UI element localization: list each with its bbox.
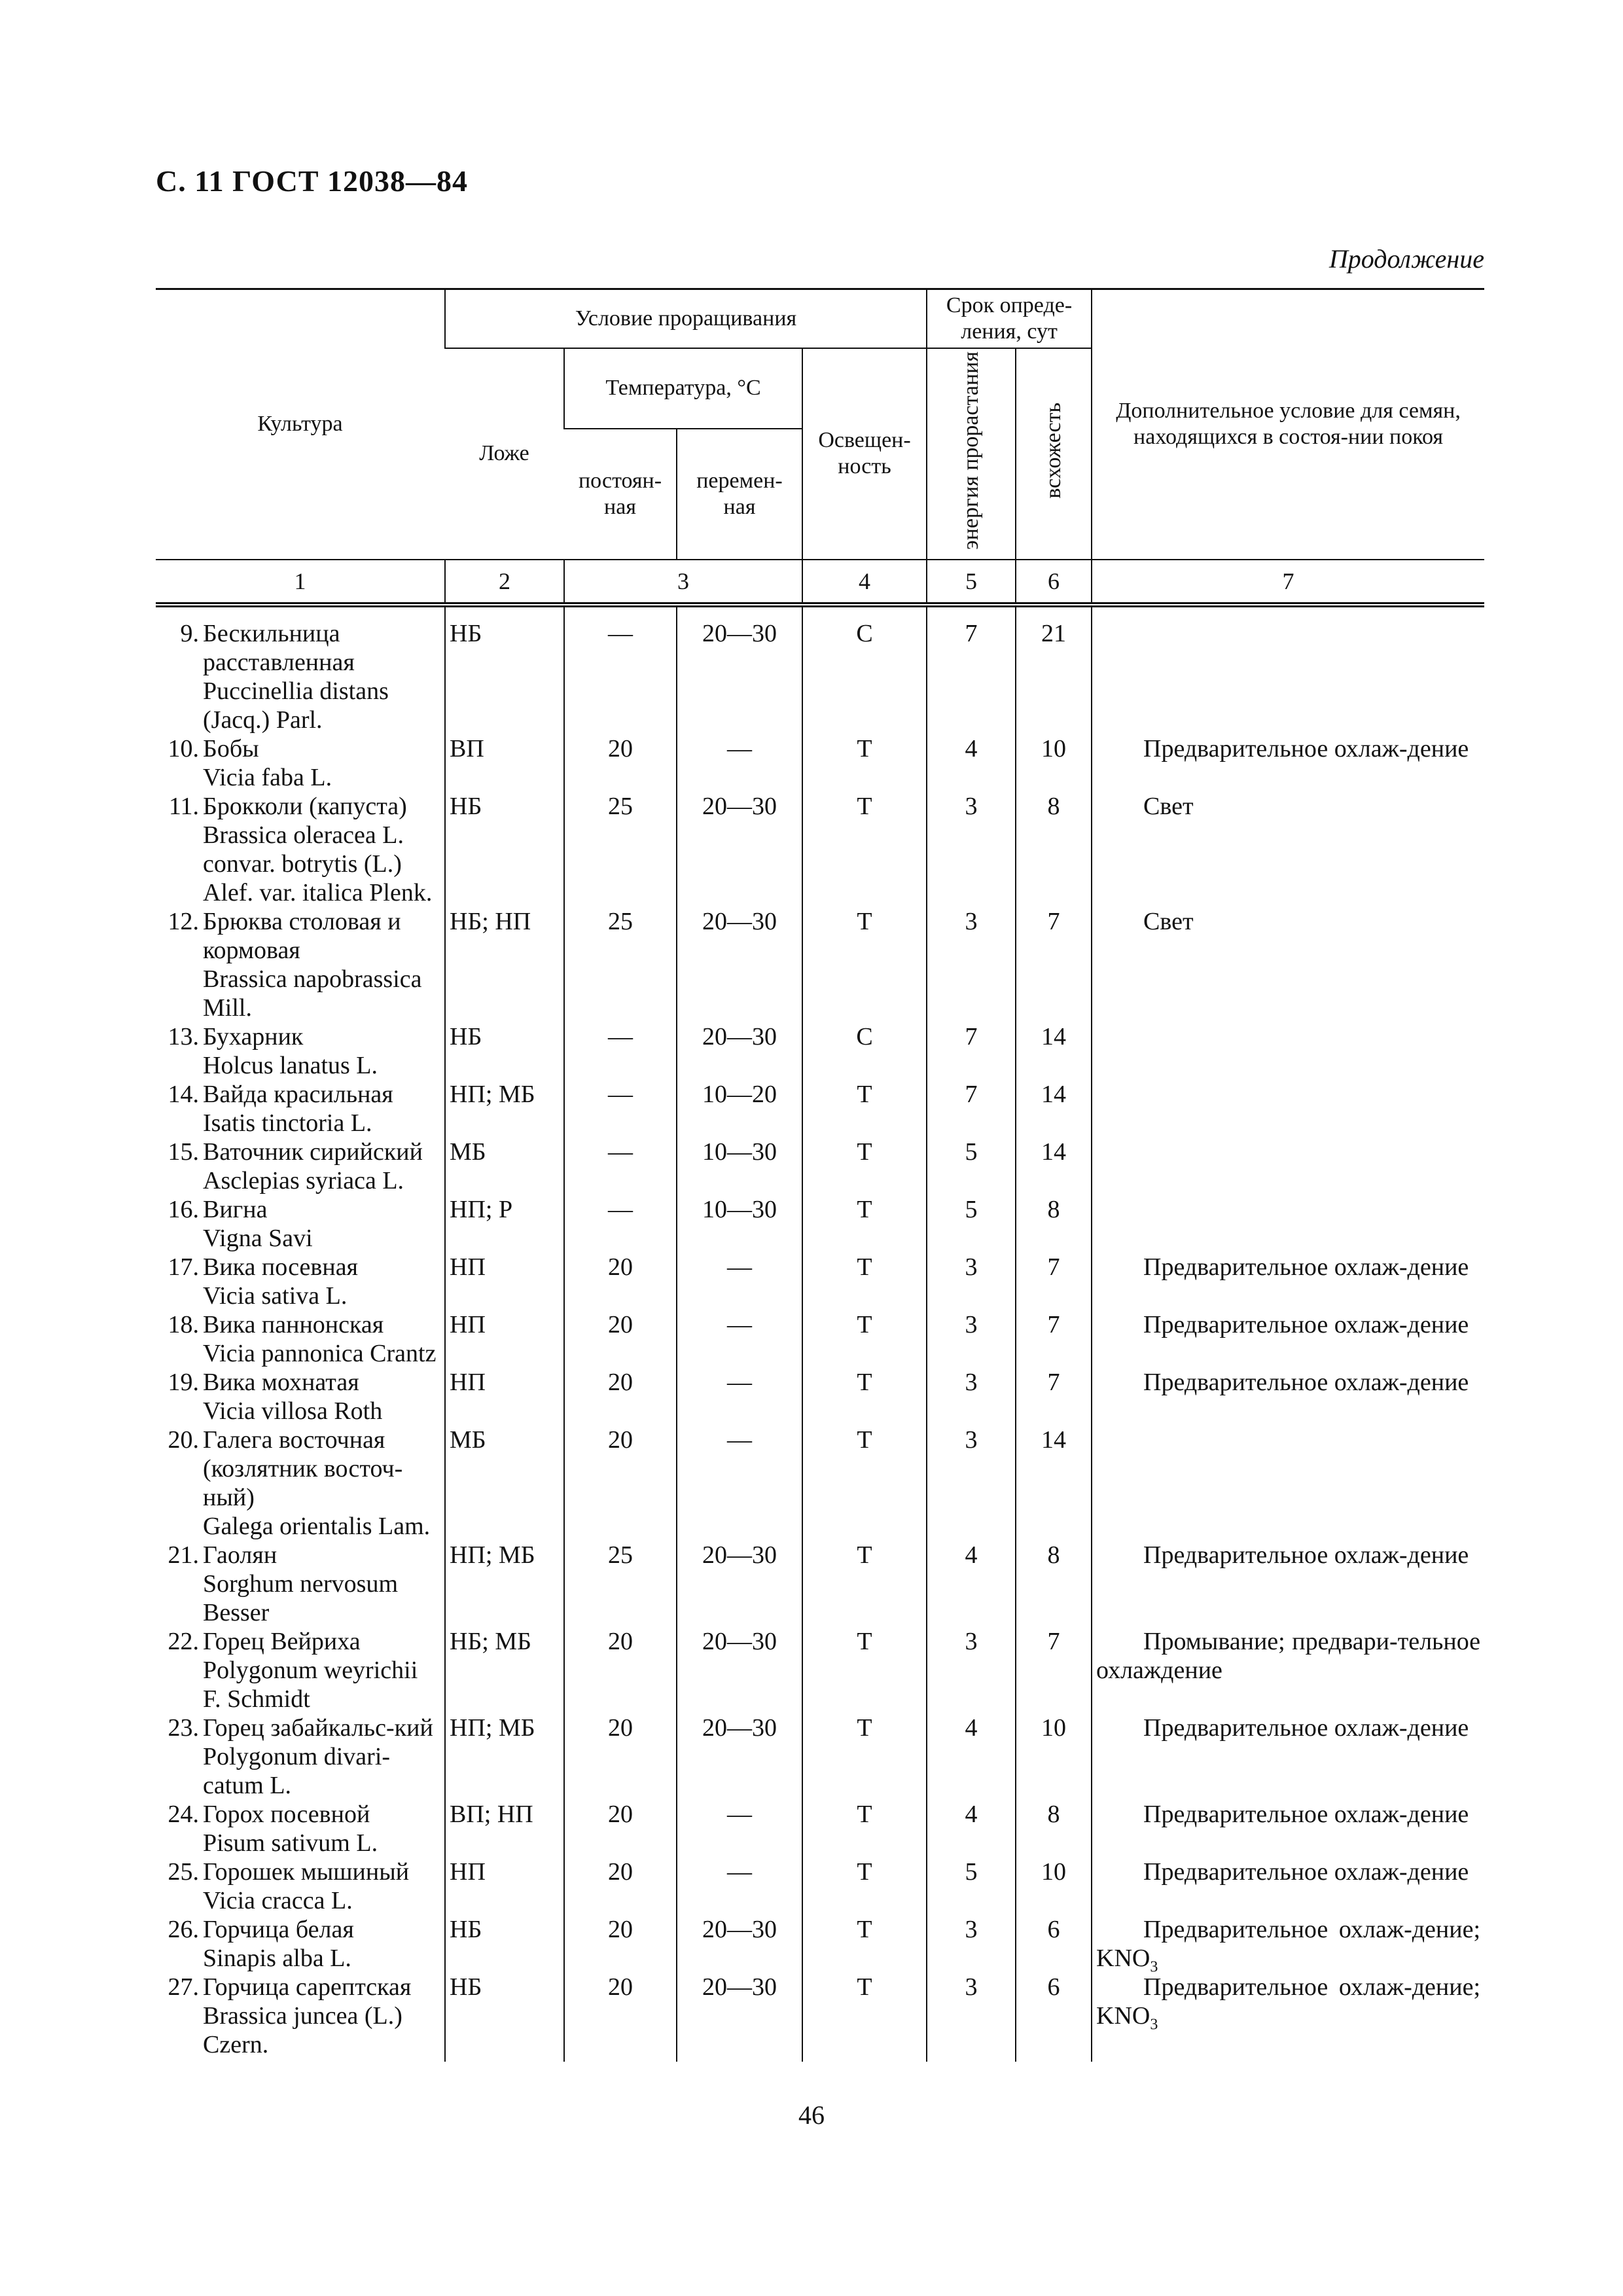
additional-condition-cell [1092, 1857, 1484, 1915]
additional-condition-value: Предварительное охлаж-дение [1143, 1713, 1469, 1742]
row-number: 27. [168, 1973, 199, 2001]
additional-condition-text [1096, 792, 1480, 821]
additional-condition-value: Предварительное охлаж-дение [1143, 1368, 1469, 1396]
culture-cell [156, 1195, 445, 1253]
chemical-subscript: 3 [1150, 1958, 1158, 1976]
lighting-cell: Т [802, 1426, 927, 1541]
lighting-cell: Т [802, 1857, 927, 1915]
germination-cell: 7 [1016, 1627, 1092, 1713]
lighting-cell: Т [802, 1915, 927, 1973]
energy-cell: 7 [927, 1080, 1016, 1138]
culture-cell [156, 1138, 445, 1195]
culture-cell [156, 1713, 445, 1800]
germination-cell: 8 [1016, 792, 1092, 907]
table-row [156, 1022, 1484, 1080]
table-row [156, 605, 1484, 734]
table-row [156, 1368, 1484, 1426]
additional-condition-text [1096, 1253, 1480, 1282]
page-header: С. 11 ГОСТ 12038—84 [156, 164, 469, 198]
temp-constant-cell: 20 [564, 1253, 677, 1310]
culture-name-ru: Ваточник сирийский [203, 1138, 423, 1166]
temp-constant-cell: 25 [564, 907, 677, 1022]
col-number-5: 5 [927, 560, 1016, 605]
culture-name-latin: Vicia pannonica Crantz [203, 1339, 437, 1367]
row-number: 24. [168, 1800, 199, 1828]
culture-name-latin: Vicia villosa Roth [203, 1397, 383, 1425]
additional-condition-value: Предварительное охлаж-дение [1143, 1541, 1469, 1569]
additional-condition-cell [1092, 1973, 1484, 2062]
additional-condition-cell [1092, 734, 1484, 792]
temp-constant-cell: — [564, 605, 677, 734]
bed-cell: ВП [445, 734, 564, 792]
temp-constant-cell: 20 [564, 1857, 677, 1915]
energy-cell: 3 [927, 1368, 1016, 1426]
header-energy-text: энергия прорастания [959, 351, 984, 550]
table-row [156, 1426, 1484, 1541]
header-temp-constant: постоян-ная [564, 429, 677, 560]
temp-variable-cell: — [677, 1310, 802, 1368]
temp-variable-cell: — [677, 1800, 802, 1857]
germination-cell: 6 [1016, 1973, 1092, 2062]
lighting-cell: Т [802, 1713, 927, 1800]
lighting-cell: Т [802, 1195, 927, 1253]
bed-cell: НП [445, 1368, 564, 1426]
energy-cell: 3 [927, 907, 1016, 1022]
bed-cell: МБ [445, 1426, 564, 1541]
culture-name-latin: Sinapis alba L. [203, 1944, 351, 1972]
culture-name-ru: Горец забайкальс-кий [203, 1713, 433, 1742]
culture-cell [156, 1915, 445, 1973]
table-row [156, 792, 1484, 907]
row-number: 16. [168, 1195, 199, 1223]
table-row [156, 1541, 1484, 1627]
table-row [156, 1195, 1484, 1253]
additional-condition-text [1096, 1541, 1480, 1570]
culture-name-ru: Горох посевной [203, 1800, 370, 1828]
additional-condition-text [1096, 1800, 1480, 1829]
header-determination-term: Срок опреде-ления, сут [927, 289, 1092, 349]
culture-cell [156, 1973, 445, 2062]
row-number: 13. [168, 1022, 199, 1050]
bed-cell: МБ [445, 1138, 564, 1195]
row-number: 25. [168, 1857, 199, 1886]
row-number: 26. [168, 1915, 199, 1943]
germination-cell: 21 [1016, 605, 1092, 734]
culture-name-ru: Гаолян [203, 1541, 277, 1569]
temp-constant-cell: 20 [564, 1426, 677, 1541]
row-number: 23. [168, 1713, 199, 1742]
bed-cell: НБ [445, 1973, 564, 2062]
culture-name-ru: Брюква столовая и кормовая [203, 907, 401, 964]
additional-condition-text [1096, 1627, 1480, 1685]
germination-cell: 10 [1016, 734, 1092, 792]
temp-variable-cell: 10—30 [677, 1138, 802, 1195]
culture-name-latin: Polygonum weyrichii F. Schmidt [203, 1656, 418, 1713]
lighting-cell: Т [802, 1253, 927, 1310]
temp-variable-cell: 20—30 [677, 1627, 802, 1713]
culture-name-latin: Brassica napobrassica Mill. [203, 965, 422, 1022]
additional-condition-text [1096, 1310, 1480, 1339]
culture-name-latin: Vicia cracca L. [203, 1886, 353, 1914]
additional-condition-cell [1092, 1713, 1484, 1800]
col-number-7: 7 [1092, 560, 1484, 605]
germination-cell: 14 [1016, 1138, 1092, 1195]
bed-cell: НБ [445, 605, 564, 734]
culture-name-latin: Asclepias syriaca L. [203, 1166, 404, 1194]
germination-cell: 7 [1016, 1368, 1092, 1426]
page-number: 46 [798, 2100, 825, 2130]
header-germination-conditions: Условие проращивания [445, 289, 927, 349]
germination-cell: 7 [1016, 1253, 1092, 1310]
energy-cell: 3 [927, 1973, 1016, 2062]
header-energy [927, 348, 1016, 560]
additional-condition-value: Предварительное охлаж-дение [1143, 1800, 1469, 1828]
bed-cell: НБ [445, 1022, 564, 1080]
additional-condition-value: Предварительное охлаж-дение [1143, 1857, 1469, 1886]
additional-condition-cell [1092, 1541, 1484, 1627]
additional-condition-value: Свет [1143, 907, 1194, 935]
lighting-cell: Т [802, 1310, 927, 1368]
table-row [156, 1310, 1484, 1368]
culture-cell [156, 1368, 445, 1426]
culture-name-ru: Вайда красильная [203, 1080, 393, 1108]
energy-cell: 5 [927, 1857, 1016, 1915]
culture-name-latin: Brassica oleracea L. convar. botrytis (L.) Alef. var. italica Plenk. [203, 821, 433, 906]
table-row [156, 1627, 1484, 1713]
energy-cell: 7 [927, 605, 1016, 734]
germination-cell: 14 [1016, 1080, 1092, 1138]
culture-name-ru: Бобы [203, 734, 259, 762]
culture-name-ru: Галега восточная (козлятник восточ-ный) [203, 1426, 403, 1511]
table-row [156, 1973, 1484, 2062]
energy-cell: 5 [927, 1138, 1016, 1195]
lighting-cell: Т [802, 792, 927, 907]
row-number: 11. [168, 792, 199, 820]
additional-condition-cell [1092, 605, 1484, 734]
bed-cell: НБ [445, 792, 564, 907]
additional-condition-value: Предварительное охлаж-дение [1143, 1310, 1469, 1338]
temp-variable-cell: 10—20 [677, 1080, 802, 1138]
header-culture: Культура [156, 289, 445, 560]
culture-cell [156, 734, 445, 792]
germination-cell: 10 [1016, 1857, 1092, 1915]
row-number: 14. [168, 1080, 199, 1108]
culture-name-ru: Вика посевная [203, 1253, 359, 1281]
temp-constant-cell: — [564, 1080, 677, 1138]
culture-name-latin: Pisum sativum L. [203, 1829, 378, 1857]
row-number: 9. [180, 619, 199, 647]
culture-cell [156, 1310, 445, 1368]
lighting-cell: Т [802, 1080, 927, 1138]
col-number-2: 2 [445, 560, 564, 605]
header-bed: Ложе [445, 348, 564, 560]
row-number: 19. [168, 1368, 199, 1396]
culture-cell [156, 792, 445, 907]
additional-condition-text [1096, 907, 1480, 936]
temp-variable-cell: — [677, 734, 802, 792]
table-body [156, 605, 1484, 2062]
culture-name-latin: Polygonum divari-catum L. [203, 1742, 391, 1799]
culture-name-ru: Бухарник [203, 1022, 304, 1050]
germination-cell: 6 [1016, 1915, 1092, 1973]
temp-variable-cell: — [677, 1426, 802, 1541]
germination-cell: 7 [1016, 1310, 1092, 1368]
additional-condition-cell [1092, 1627, 1484, 1713]
energy-cell: 3 [927, 1426, 1016, 1541]
additional-condition-text [1096, 1857, 1480, 1886]
culture-name-ru: Бескильница расставленная [203, 619, 355, 676]
table-row [156, 1915, 1484, 1973]
temp-constant-cell: 20 [564, 1310, 677, 1368]
temp-variable-cell: — [677, 1368, 802, 1426]
header-additional-condition: Дополнительное условие для семян, находящихся в состоя-нии покоя [1092, 289, 1484, 560]
additional-condition-cell [1092, 1022, 1484, 1080]
culture-name-latin: Holcus lanatus L. [203, 1051, 378, 1079]
temp-variable-cell: 20—30 [677, 907, 802, 1022]
temp-variable-cell: 20—30 [677, 605, 802, 734]
continuation-label: Продолжение [1329, 244, 1484, 274]
culture-cell [156, 1022, 445, 1080]
additional-condition-value: Предварительное охлаж-дение [1143, 1253, 1469, 1281]
additional-condition-value: Промывание; предвари-тельное охлаждение [1096, 1627, 1481, 1684]
temp-variable-cell: 20—30 [677, 1713, 802, 1800]
culture-name-ru: Горчица белая [203, 1915, 354, 1943]
bed-cell: НП; МБ [445, 1541, 564, 1627]
table-row [156, 734, 1484, 792]
culture-cell [156, 1857, 445, 1915]
lighting-cell: Т [802, 1138, 927, 1195]
temp-variable-cell: 10—30 [677, 1195, 802, 1253]
bed-cell: НБ; НП [445, 907, 564, 1022]
energy-cell: 4 [927, 1800, 1016, 1857]
temp-constant-cell: 20 [564, 1973, 677, 2062]
energy-cell: 3 [927, 1310, 1016, 1368]
culture-name-latin: Puccinellia distans (Jacq.) Parl. [203, 677, 389, 734]
germination-conditions-table [156, 288, 1484, 2062]
header-lighting: Освещен-ность [802, 348, 927, 560]
temp-constant-cell: 20 [564, 1713, 677, 1800]
temp-constant-cell: 25 [564, 792, 677, 907]
culture-name-ru: Горошек мышиный [203, 1857, 410, 1886]
additional-condition-value: Предварительное охлаж-дение; KNO [1096, 1915, 1481, 1972]
germination-cell: 7 [1016, 907, 1092, 1022]
culture-cell [156, 605, 445, 734]
lighting-cell: С [802, 605, 927, 734]
culture-name-ru: Брокколи (капуста) [203, 792, 407, 820]
additional-condition-cell [1092, 1195, 1484, 1253]
row-number: 10. [168, 734, 199, 762]
bed-cell: НП; МБ [445, 1080, 564, 1138]
culture-cell [156, 1080, 445, 1138]
lighting-cell: Т [802, 734, 927, 792]
row-number: 17. [168, 1253, 199, 1281]
lighting-cell: Т [802, 1368, 927, 1426]
bed-cell: НП [445, 1857, 564, 1915]
additional-condition-cell [1092, 1915, 1484, 1976]
germination-cell: 8 [1016, 1800, 1092, 1857]
table-row [156, 1857, 1484, 1915]
germination-cell: 8 [1016, 1195, 1092, 1253]
bed-cell: ВП; НП [445, 1800, 564, 1857]
additional-condition-cell [1092, 1138, 1484, 1195]
header-temp-variable: перемен-ная [677, 429, 802, 560]
culture-name-latin: Vicia faba L. [203, 763, 332, 791]
bed-cell: НБ; МБ [445, 1627, 564, 1713]
bed-cell: НБ [445, 1915, 564, 1973]
germination-cell: 8 [1016, 1541, 1092, 1627]
additional-condition-cell [1092, 1310, 1484, 1368]
row-number: 21. [168, 1541, 199, 1569]
energy-cell: 4 [927, 1541, 1016, 1627]
temp-variable-cell: 20—30 [677, 1022, 802, 1080]
energy-cell: 5 [927, 1195, 1016, 1253]
col-number-3: 3 [564, 560, 802, 605]
row-number: 15. [168, 1138, 199, 1166]
temp-variable-cell: 20—30 [677, 1541, 802, 1627]
energy-cell: 4 [927, 1713, 1016, 1800]
lighting-cell: Т [802, 1541, 927, 1627]
col-number-1: 1 [156, 560, 445, 605]
row-number: 22. [168, 1627, 199, 1655]
additional-condition-value: Свет [1143, 792, 1194, 820]
temp-constant-cell: 20 [564, 734, 677, 792]
additional-condition-text [1096, 734, 1480, 763]
culture-name-latin: Vicia sativa L. [203, 1282, 348, 1310]
additional-condition-value: Предварительное охлаж-дение; KNO [1096, 1973, 1481, 2030]
culture-cell [156, 1541, 445, 1627]
table-row [156, 907, 1484, 1022]
row-number: 12. [168, 907, 199, 935]
temp-constant-cell: 20 [564, 1627, 677, 1713]
lighting-cell: Т [802, 1973, 927, 2062]
culture-name-ru: Вигна [203, 1195, 268, 1223]
lighting-cell: Т [802, 1627, 927, 1713]
additional-condition-text [1096, 1915, 1481, 1976]
additional-condition-cell [1092, 1800, 1484, 1857]
chemical-subscript: 3 [1150, 2016, 1158, 2034]
culture-cell [156, 1627, 445, 1713]
germination-cell: 14 [1016, 1022, 1092, 1080]
bed-cell: НП; МБ [445, 1713, 564, 1800]
row-number: 18. [168, 1310, 199, 1338]
temp-variable-cell: 20—30 [677, 792, 802, 907]
temp-constant-cell: — [564, 1022, 677, 1080]
temp-variable-cell: 20—30 [677, 1915, 802, 1973]
culture-cell [156, 907, 445, 1022]
temp-constant-cell: 20 [564, 1800, 677, 1857]
temp-variable-cell: 20—30 [677, 1973, 802, 2062]
germination-cell: 14 [1016, 1426, 1092, 1541]
col-number-4: 4 [802, 560, 927, 605]
culture-cell [156, 1426, 445, 1541]
culture-name-latin: Isatis tinctoria L. [203, 1109, 372, 1137]
bed-cell: НП; Р [445, 1195, 564, 1253]
energy-cell: 3 [927, 1915, 1016, 1973]
temp-variable-cell: — [677, 1857, 802, 1915]
culture-name-ru: Вика паннонская [203, 1310, 384, 1338]
additional-condition-cell [1092, 1080, 1484, 1138]
additional-condition-value: Предварительное охлаж-дение [1143, 734, 1469, 762]
culture-name-ru: Горчица сарептская [203, 1973, 412, 2001]
lighting-cell: С [802, 1022, 927, 1080]
temp-constant-cell: 25 [564, 1541, 677, 1627]
col-number-6: 6 [1016, 560, 1092, 605]
additional-condition-text [1096, 1713, 1480, 1742]
additional-condition-text [1096, 1973, 1481, 2034]
temp-constant-cell: — [564, 1138, 677, 1195]
lighting-cell: Т [802, 907, 927, 1022]
table-row [156, 1080, 1484, 1138]
culture-name-ru: Горец Вейриха [203, 1627, 361, 1655]
table-row [156, 1138, 1484, 1195]
culture-name-latin: Vigna Savi [203, 1224, 313, 1252]
germination-cell: 10 [1016, 1713, 1092, 1800]
row-number: 20. [168, 1426, 199, 1454]
culture-cell [156, 1800, 445, 1857]
table-row [156, 1713, 1484, 1800]
additional-condition-text [1096, 1368, 1480, 1397]
header-germination [1016, 348, 1092, 560]
energy-cell: 3 [927, 1253, 1016, 1310]
bed-cell: НП [445, 1310, 564, 1368]
additional-condition-cell [1092, 792, 1484, 907]
additional-condition-cell [1092, 1368, 1484, 1426]
additional-condition-cell [1092, 907, 1484, 1022]
energy-cell: 3 [927, 1627, 1016, 1713]
culture-name-latin: Brassica juncea (L.) Czern. [203, 2001, 402, 2058]
culture-name-latin: Sorghum nervosum Besser [203, 1570, 399, 1626]
temp-variable-cell: — [677, 1253, 802, 1310]
culture-name-latin: Galega orientalis Lam. [203, 1512, 431, 1540]
table-row [156, 1253, 1484, 1310]
header-temperature: Температура, °С [564, 348, 802, 429]
energy-cell: 7 [927, 1022, 1016, 1080]
culture-cell [156, 1253, 445, 1310]
additional-condition-cell [1092, 1253, 1484, 1310]
temp-constant-cell: — [564, 1195, 677, 1253]
temp-constant-cell: 20 [564, 1915, 677, 1973]
energy-cell: 4 [927, 734, 1016, 792]
temp-constant-cell: 20 [564, 1368, 677, 1426]
header-germination-text: всхожесть [1041, 403, 1066, 499]
energy-cell: 3 [927, 792, 1016, 907]
culture-name-ru: Вика мохнатая [203, 1368, 359, 1396]
lighting-cell: Т [802, 1800, 927, 1857]
table-row [156, 1800, 1484, 1857]
bed-cell: НП [445, 1253, 564, 1310]
additional-condition-cell [1092, 1426, 1484, 1541]
